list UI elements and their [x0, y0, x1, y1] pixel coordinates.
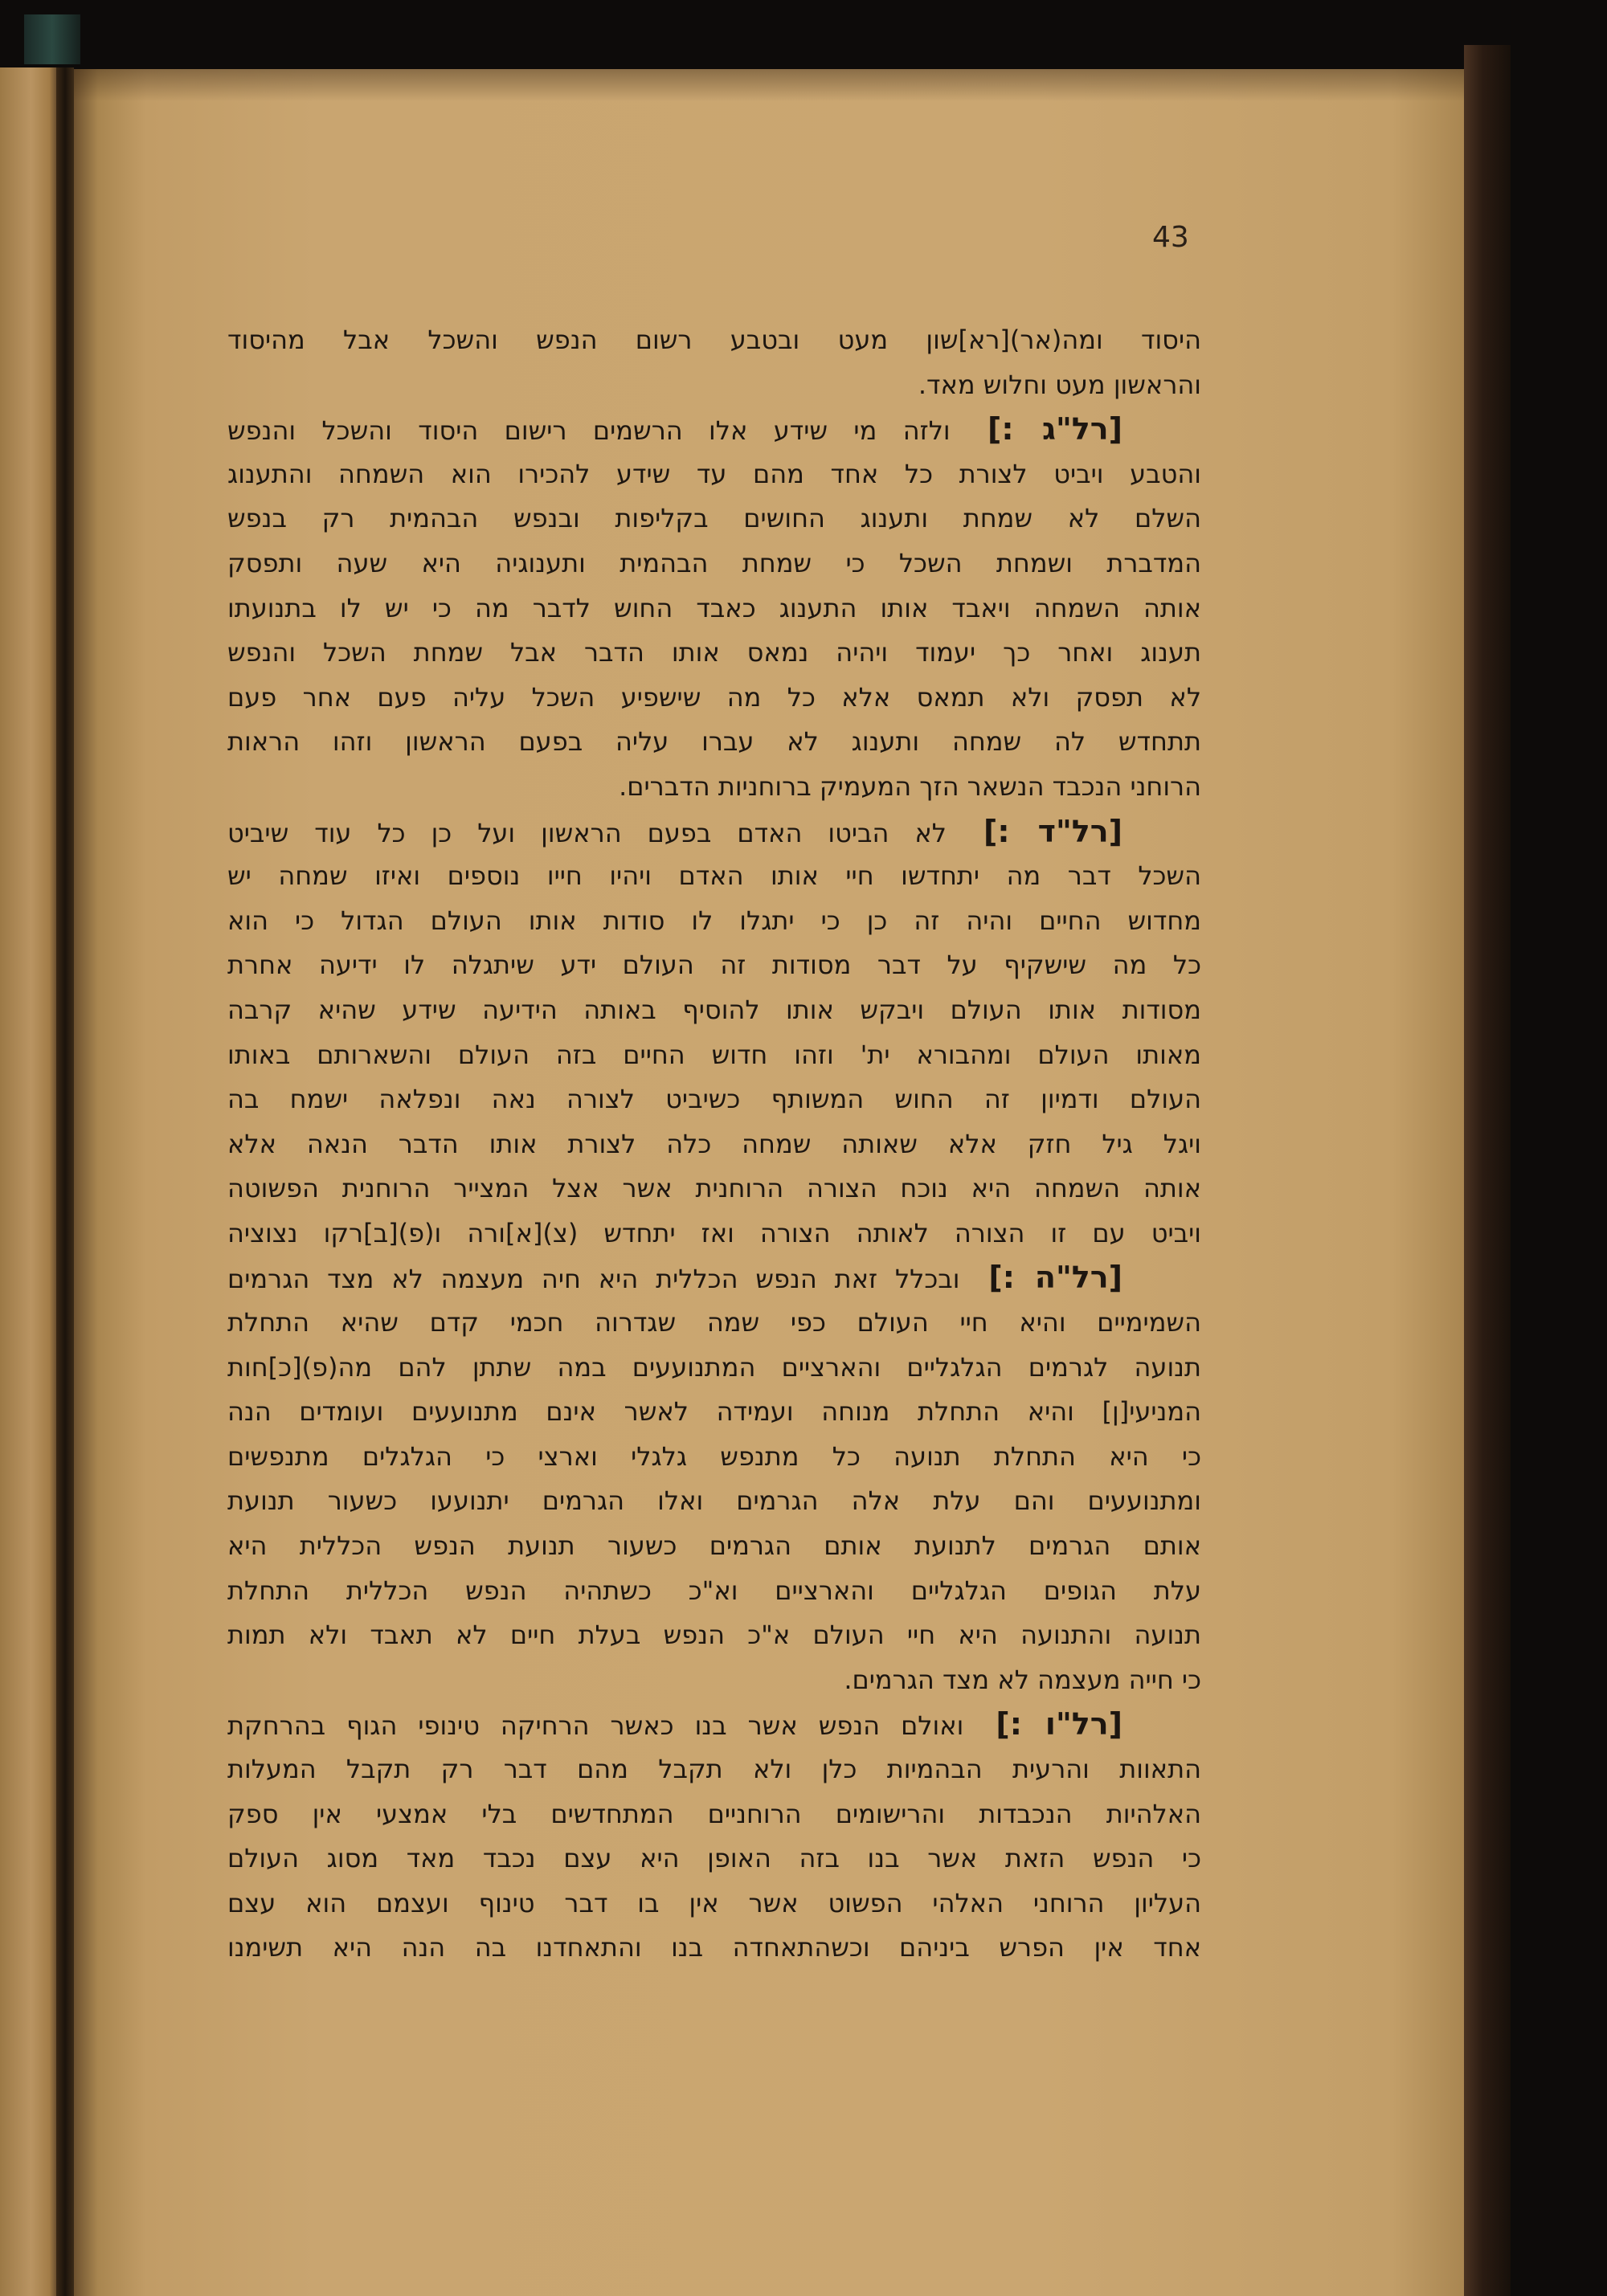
text-line: כי היא התחלת תנועה כל מתנפש גלגלי וארצי כי הגלגלים מתנפשים [227, 1440, 1201, 1472]
text-line: מחדוש החיים והיה זה כן כי יתגלו לו סודות אותו העולם הגדול כי הוא [227, 905, 1201, 936]
text-line: ומתנועעים והם עלת אלה הגרמים ואלו הגרמים יתנועעו כשעור תנועת [227, 1485, 1201, 1517]
book-cover-corner [24, 14, 80, 64]
page-top-shadow [74, 69, 1464, 101]
gutter-shadow [56, 67, 74, 2296]
text-line: השמימיים והיא חיי העולם כפי שמה שגדרוה חכמי קדם שהיא התחלת [227, 1307, 1201, 1338]
previous-page-edge [0, 67, 56, 2296]
text-line: תענוג ואחר כך יעמוד ויהיה נמאס אותו הדבר אבל שמחת השכל והנפש [227, 637, 1201, 668]
text-line: הרוחני הנכבד הנשאר הזך המעמיק ברוחניות הדברים. [619, 770, 1201, 802]
section-number: [רל"ה :] [988, 1260, 1123, 1296]
text-line: היסוד ומה(אר)[רא]שון מעט ובטבע רשום הנפש והשכל אבל מהיסוד [227, 325, 1201, 355]
text-line: מאותו העולם ומהבורא ית' וזהו חדוש החיים בזה העולם והשארותם באותו [227, 1039, 1201, 1070]
section-number: [רל"ו :] [996, 1706, 1123, 1742]
text-line: והראשון מעט וחלוש מאד. [918, 369, 1201, 400]
text-line: אחד אין הפרש ביניהם וכשהתאחדה בנו והתאחדנו בה הנה היא תשימנו [227, 1932, 1201, 1963]
text-line: התאוות והרעית הבהמיות כלן ולא תקבל מהם דבר רק תקבל המעלות [227, 1754, 1201, 1784]
text-line: עלת הגופים הגלגליים והארציים וא"כ כשתהיה הנפש הכללית התחלת [227, 1575, 1201, 1606]
text-line: כי הנפש הזאת אשר בנו בזה האופן היא עצם נכבד מאד מסוג העולם [227, 1843, 1201, 1874]
text-line: תתחדש לה שמחה ותענוג לא עברו עליה בפעם הראשון וזהו הראות [227, 726, 1201, 758]
text-line: השכל דבר מה יתחדשו חיי אותו האדם ויהיו חייו נוספים ואיזו שמחה יש [227, 860, 1201, 892]
paragraph-234 [227, 810, 1201, 1256]
text-line: תנועה והתנועה היא חיי העולם א"כ הנפש בעלת חיים לא תאבד ולא תמות [227, 1620, 1201, 1651]
line-text: ואולם הנפש אשר בנו כאשר הרחיקה טינופי הגוף בהרחקת [227, 1710, 964, 1742]
text-line: ויגל גיל חזק אלא שאותה שמחה כלה לצורת אותו הדבר הנאה אלא [227, 1128, 1201, 1159]
section-number: [רל"ג :] [987, 411, 1122, 447]
text-line [227, 407, 1201, 452]
text-line: כי חייה מעצמה לא מצד הגרמים. [844, 1664, 1201, 1695]
section-number: [רל"ד :] [983, 813, 1123, 849]
paragraph-233 [227, 407, 1201, 809]
text-line [227, 810, 1201, 855]
text-line: אותה השמחה ויאבד אותו התענוג כאבד החוש לדבר מה כי יש לו בתנועתו [227, 592, 1201, 623]
text-line: כל מה שישקיף על דבר מסודות זה העולם ידע שיתגלה לו ידיעה אחרת [227, 950, 1201, 981]
text-line: אותה השמחה היא נוכח הצורה הרוחנית אשר אצל המצייר הרוחנית הפשוטה [227, 1173, 1201, 1204]
text-line: אותם הגרמים לתנועת אותם הגרמים כשעור תנועת הנפש הכללית היא [227, 1530, 1201, 1562]
text-line [227, 1256, 1201, 1301]
paragraph-235 [227, 1256, 1201, 1702]
text-line: האלהיות הנכבדות והרישומים הרוחניים המתחדשים בלי אמצעי אין ספק [227, 1798, 1201, 1829]
text-line: העולם ודמיון זה החוש המשותף כשיביט לצורה נאה ונפלאה ישמח בה [227, 1084, 1201, 1115]
page-number: 43 [1152, 221, 1189, 254]
book-page [74, 69, 1464, 2296]
paragraph-continuation [227, 318, 1201, 407]
line-text: ובכלל זאת הנפש הכללית היא חיה מעצמה לא מצד הגרמים [227, 1264, 960, 1295]
text-line: העליון הרוחני האלהי הפשוט אשר אין בו דבר טינוף ועצמם הוא עצם [227, 1887, 1201, 1918]
text-line: השלם לא שמחת ותענוג החושים בקליפות ובנפש הבהמית רק בנפש [227, 503, 1201, 534]
text-line: והטבע ויביט לצורת כל אחד מהם עד שידע להכירו הוא השמחה והתענוג [227, 458, 1201, 489]
text-line: ויביט עם זו הצורה לאותה הצורה ואז יתחדש (צ)[א]ורה ו(פ)[ב]רקו נצוציה [227, 1217, 1201, 1248]
text-line: תנועה לגרמים הגלגליים והארציים המתנועעים במה שתתן להם מה(פ)[כ]חות [227, 1351, 1201, 1383]
line-text: ולזה מי שידע אלו הרשמים רישום היסוד והשכל והנפש [227, 415, 951, 447]
book-cover-edge [1464, 45, 1511, 2296]
page-text [227, 318, 1201, 1971]
paragraph-236 [227, 1702, 1201, 1971]
text-line: לא תפסק ולא תמאס אלא כל מה שישפיע השכל עליה פעם אחר פעם [227, 681, 1201, 713]
text-line: המניעי[ן] והיא התחלת מנוחה ועמידה לאשר אינם מתנועעים ועומדים הנה [227, 1396, 1201, 1428]
text-line: המדברת ושמחת השכל כי שמחת הבהמית ותענוגיה היא שעה ותפסק [227, 547, 1201, 578]
line-text: לא הביטו האדם בפעם הראשון ועל כן כל עוד שיביט [227, 817, 947, 848]
text-line [227, 1702, 1201, 1747]
text-line: מסודות אותו העולם ויבקש אותו להוסיף באותה הידיעה שידע שהיא קרבה [227, 994, 1201, 1025]
